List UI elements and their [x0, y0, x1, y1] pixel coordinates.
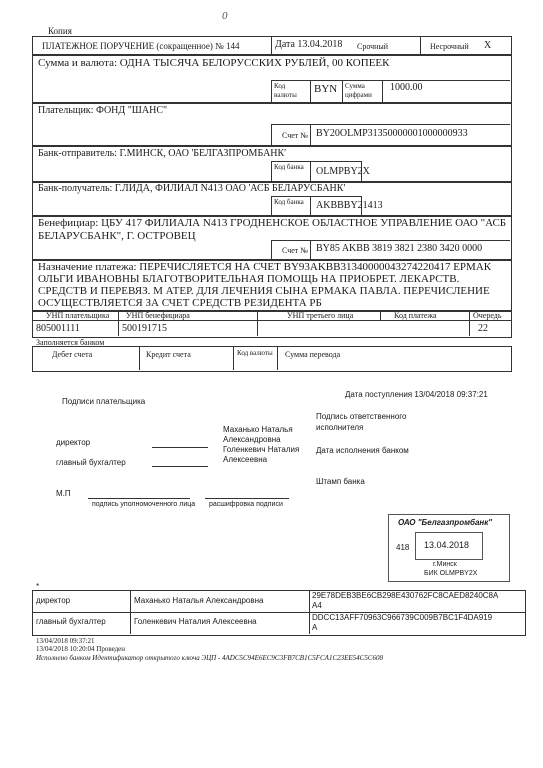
bank-stamp-label: Штамп банка	[316, 477, 365, 486]
execution-date-label: Дата исполнения банком	[316, 446, 409, 455]
payer-unp: 805001111	[36, 323, 80, 334]
purpose-line1: Назначение платежа: ПЕРЕЧИСЛЯЕТСЯ НА СЧЕТ BY93AKBB31340000043274220417 ЕРМАК	[38, 261, 492, 273]
amount-text: Сумма и валюта: ОДНА ТЫСЯЧА БЕЛОРУССКИХ РУБЛЕЙ, 00 КОПЕЕК	[38, 57, 390, 69]
third-party-unp-label: УНП третьего лица	[287, 311, 354, 320]
ecp-row2-role: главный бухгалтер	[36, 617, 106, 626]
payer-account-label: Счет №	[282, 131, 308, 140]
receiver-bank-label: Банк-получатель: Г.ЛИДА, ФИЛИАЛ N413 ОАО 'АСБ БЕЛАРУСБАНК'	[38, 183, 346, 194]
purpose-line3: СРЕДСТВ И ПЕРЕВЯЗ. М АТЕР. ДЛЯ ЛЕЧЕНИЯ СЫНА ЕРМАКА ПАВЛА. ПЕРЕЧИСЛЕНИЕ	[38, 285, 490, 297]
payer-unp-label: УНП плательщика	[46, 311, 110, 320]
receiver-bank-code: AKBBBY21413	[316, 200, 383, 211]
payment-code-label: Код платежа	[394, 311, 437, 320]
sender-bank-code: OLMPBY2X	[316, 166, 370, 177]
document-title: ПЛАТЕЖНОЕ ПОРУЧЕНИЕ (сокращенное) № 144	[42, 41, 240, 51]
beneficiary-unp-label: УНП бенефициара	[126, 311, 190, 320]
bank-fill-title: Заполняется банком	[36, 338, 105, 347]
ecp-star: *	[36, 582, 40, 591]
mp-label: М.П	[56, 489, 71, 498]
responsible-signature-label: Подпись ответственного исполнителя	[316, 412, 407, 432]
stamp-bank-name: ОАО "Белгазпромбанк"	[398, 518, 493, 527]
beneficiary-account: BY85 AKBB 3819 3821 2380 3420 0000	[316, 243, 483, 254]
chief-accountant-label: главный бухгалтер	[56, 458, 126, 467]
payer-account: BY20OLMP31350000001000000933	[316, 128, 468, 139]
sum-digits-label: Сумма цифрами	[345, 82, 372, 99]
queue-value: 22	[478, 323, 488, 334]
ecp-row1-key: 29E78DEB3BE6CB298E430762FC8CAED8240C8A	[312, 591, 499, 600]
ecp-row2-name: Голенкевич Наталия Алексеевна	[134, 617, 257, 626]
authorized-signature-label: подпись уполномоченного лица	[92, 501, 196, 508]
stamp-bik: БИК OLMPBY2X	[424, 570, 478, 577]
payer-label: Плательщик: ФОНД "ШАНС"	[38, 105, 168, 116]
beneficiary-unp: 500191715	[122, 323, 167, 334]
debit-label: Дебет счета	[52, 350, 93, 359]
beneficiary-line2: БЕЛАРУСБАНК", Г. ОСТРОВЕЦ	[38, 230, 196, 242]
footer-line2: 13/04/2018 10:20:04 Проведен	[36, 645, 126, 653]
sender-bank-label: Банк-отправитель: Г.МИНСК, ОАО 'БЕЛГАЗПРОМБАНК'	[38, 148, 286, 159]
currency-value: BYN	[314, 83, 338, 95]
payer-signatures-label: Подписи плательщика	[62, 397, 146, 406]
sum-value: 1000.00	[390, 82, 423, 93]
stamp-city: г.Минск	[433, 561, 457, 568]
handwritten-mark: 0	[222, 10, 228, 22]
director-label: директор	[56, 438, 91, 447]
footer-line1: 13/04/2018 09:37:21	[36, 637, 95, 645]
accountant-name: Голенкевич Наталия Алексеевна	[223, 445, 300, 464]
purpose-line4: ОСУЩЕСТВЛЯЕТСЯ ЗА СЧЕТ СРЕДСТВ РЕЗИДЕНТА РБ	[38, 297, 322, 309]
stamp-date: 13.04.2018	[424, 540, 470, 550]
queue-label: Очередь	[473, 311, 502, 320]
non-urgent-mark: X	[484, 40, 492, 51]
beneficiary-line1: Бенефициар: ЦБУ 417 ФИЛИАЛА N413 ГРОДНЕНСКОЕ ОБЛАСТНОЕ УПРАВЛЕНИЕ ОАО "АСБ	[38, 217, 507, 229]
currency-code-label: Код валюты	[274, 82, 297, 99]
document-date: Дата 13.04.2018	[275, 39, 343, 50]
ecp-row2-key-cont: A	[312, 623, 318, 632]
receipt-date: Дата поступления 13/04/2018 09:37:21	[345, 390, 488, 399]
sender-bank-code-label: Код банка	[274, 163, 304, 171]
stamp-number: 418	[396, 543, 410, 552]
receiver-bank-code-label: Код банка	[274, 198, 304, 206]
ecp-row1-role: директор	[36, 596, 71, 605]
copy-label: Копия	[48, 26, 72, 36]
ecp-row1-name: Маханько Наталья Александровна	[134, 596, 264, 605]
transfer-sum-label: Сумма перевода	[285, 350, 341, 359]
credit-label: Кредит счета	[146, 350, 191, 359]
bank-currency-code-label: Код валюты	[237, 349, 273, 357]
director-name: Маханько Наталья Александровна	[223, 425, 293, 444]
ecp-row2-key: DDCC13AFF70963C966739C009B7BC1F4DA919	[312, 613, 493, 622]
beneficiary-account-label: Счет №	[282, 246, 308, 255]
footer-line3: Исполнено банком Идентификатор открытого ключа ЭЦП - 4ADC5C94E6EC9C3FB7CB1C5FCA1C23EE54C5C608	[36, 654, 384, 662]
purpose-line2: ОЛЬГИ ИВАНОВНЫ БЛАГОТВОРИТЕЛЬНАЯ ПОМОЩЬ НА ПРИОБРЕТ. ЛЕКАРСТВ.	[38, 273, 460, 285]
signature-decoding-label: расшифровка подписи	[209, 501, 283, 508]
non-urgent-label: Несрочный	[430, 42, 469, 51]
urgent-label: Срочный	[357, 42, 389, 51]
ecp-row1-key-cont: A4	[312, 601, 322, 610]
